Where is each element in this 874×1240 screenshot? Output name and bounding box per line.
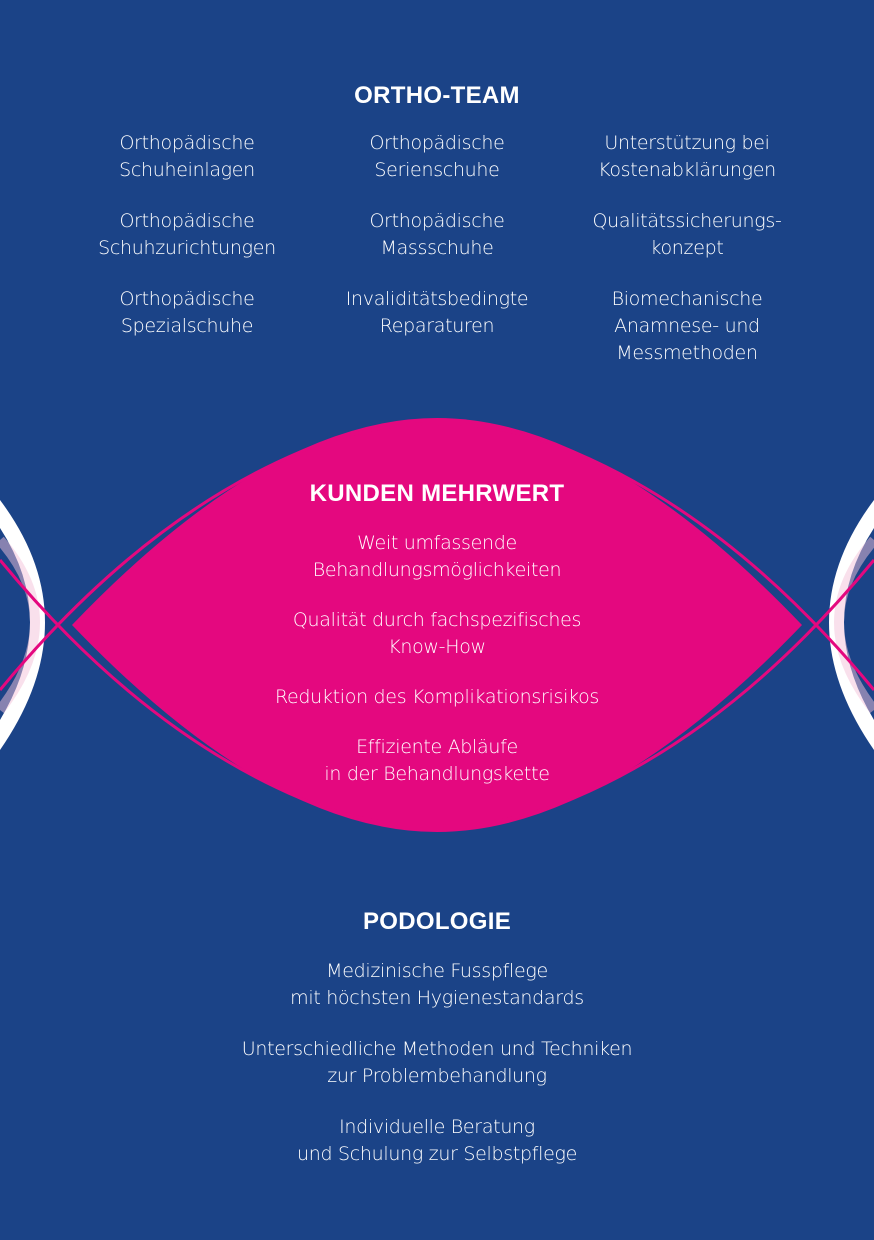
podologie-title: PODOLOGIE	[362, 908, 512, 935]
ortho-team-title: ORTHO-TEAM	[354, 82, 520, 109]
kunden-item: Reduktion des Komplikationsrisikos	[274, 686, 600, 708]
podologie-item: Unterschiedliche Methoden und Techniken zur Problembehandlung	[241, 1038, 633, 1087]
ortho-item: Invaliditätsbedingte Reparaturen	[345, 288, 529, 337]
ortho-team-grid	[62, 130, 812, 376]
kunden-mehrwert-section	[0, 480, 874, 811]
ortho-item: Orthopädische Schuheinlagen	[119, 132, 255, 181]
kunden-item: Qualität durch fachspezifisches Know-How	[292, 609, 582, 658]
ortho-item: Qualitätssicherungs- konzept	[592, 210, 782, 259]
podologie-list	[0, 958, 874, 1168]
ortho-item: Orthopädische Schuhzurichtungen	[98, 210, 276, 259]
ortho-item: Orthopädische Massschuhe	[369, 210, 505, 259]
kunden-item: Weit umfassende Behandlungsmöglichkeiten	[312, 532, 562, 581]
kunden-mehrwert-list	[0, 530, 874, 788]
ortho-team-section	[0, 82, 874, 110]
ortho-item: Orthopädische Serienschuhe	[369, 132, 505, 181]
kunden-mehrwert-title: KUNDEN MEHRWERT	[309, 480, 565, 507]
podologie-item: Medizinische Fusspflege mit höchsten Hygienestandards	[290, 960, 584, 1009]
podologie-section	[0, 908, 874, 1192]
ortho-item: Biomechanische Anamnese- und Messmethoden	[611, 288, 763, 364]
kunden-item: Effiziente Abläufe in der Behandlungskette	[324, 736, 550, 785]
ortho-item: Orthopädische Spezialschuhe	[119, 288, 255, 337]
podologie-item: Individuelle Beratung und Schulung zur Selbstpflege	[297, 1116, 577, 1165]
ortho-item: Unterstützung bei Kostenabklärungen	[598, 132, 776, 181]
